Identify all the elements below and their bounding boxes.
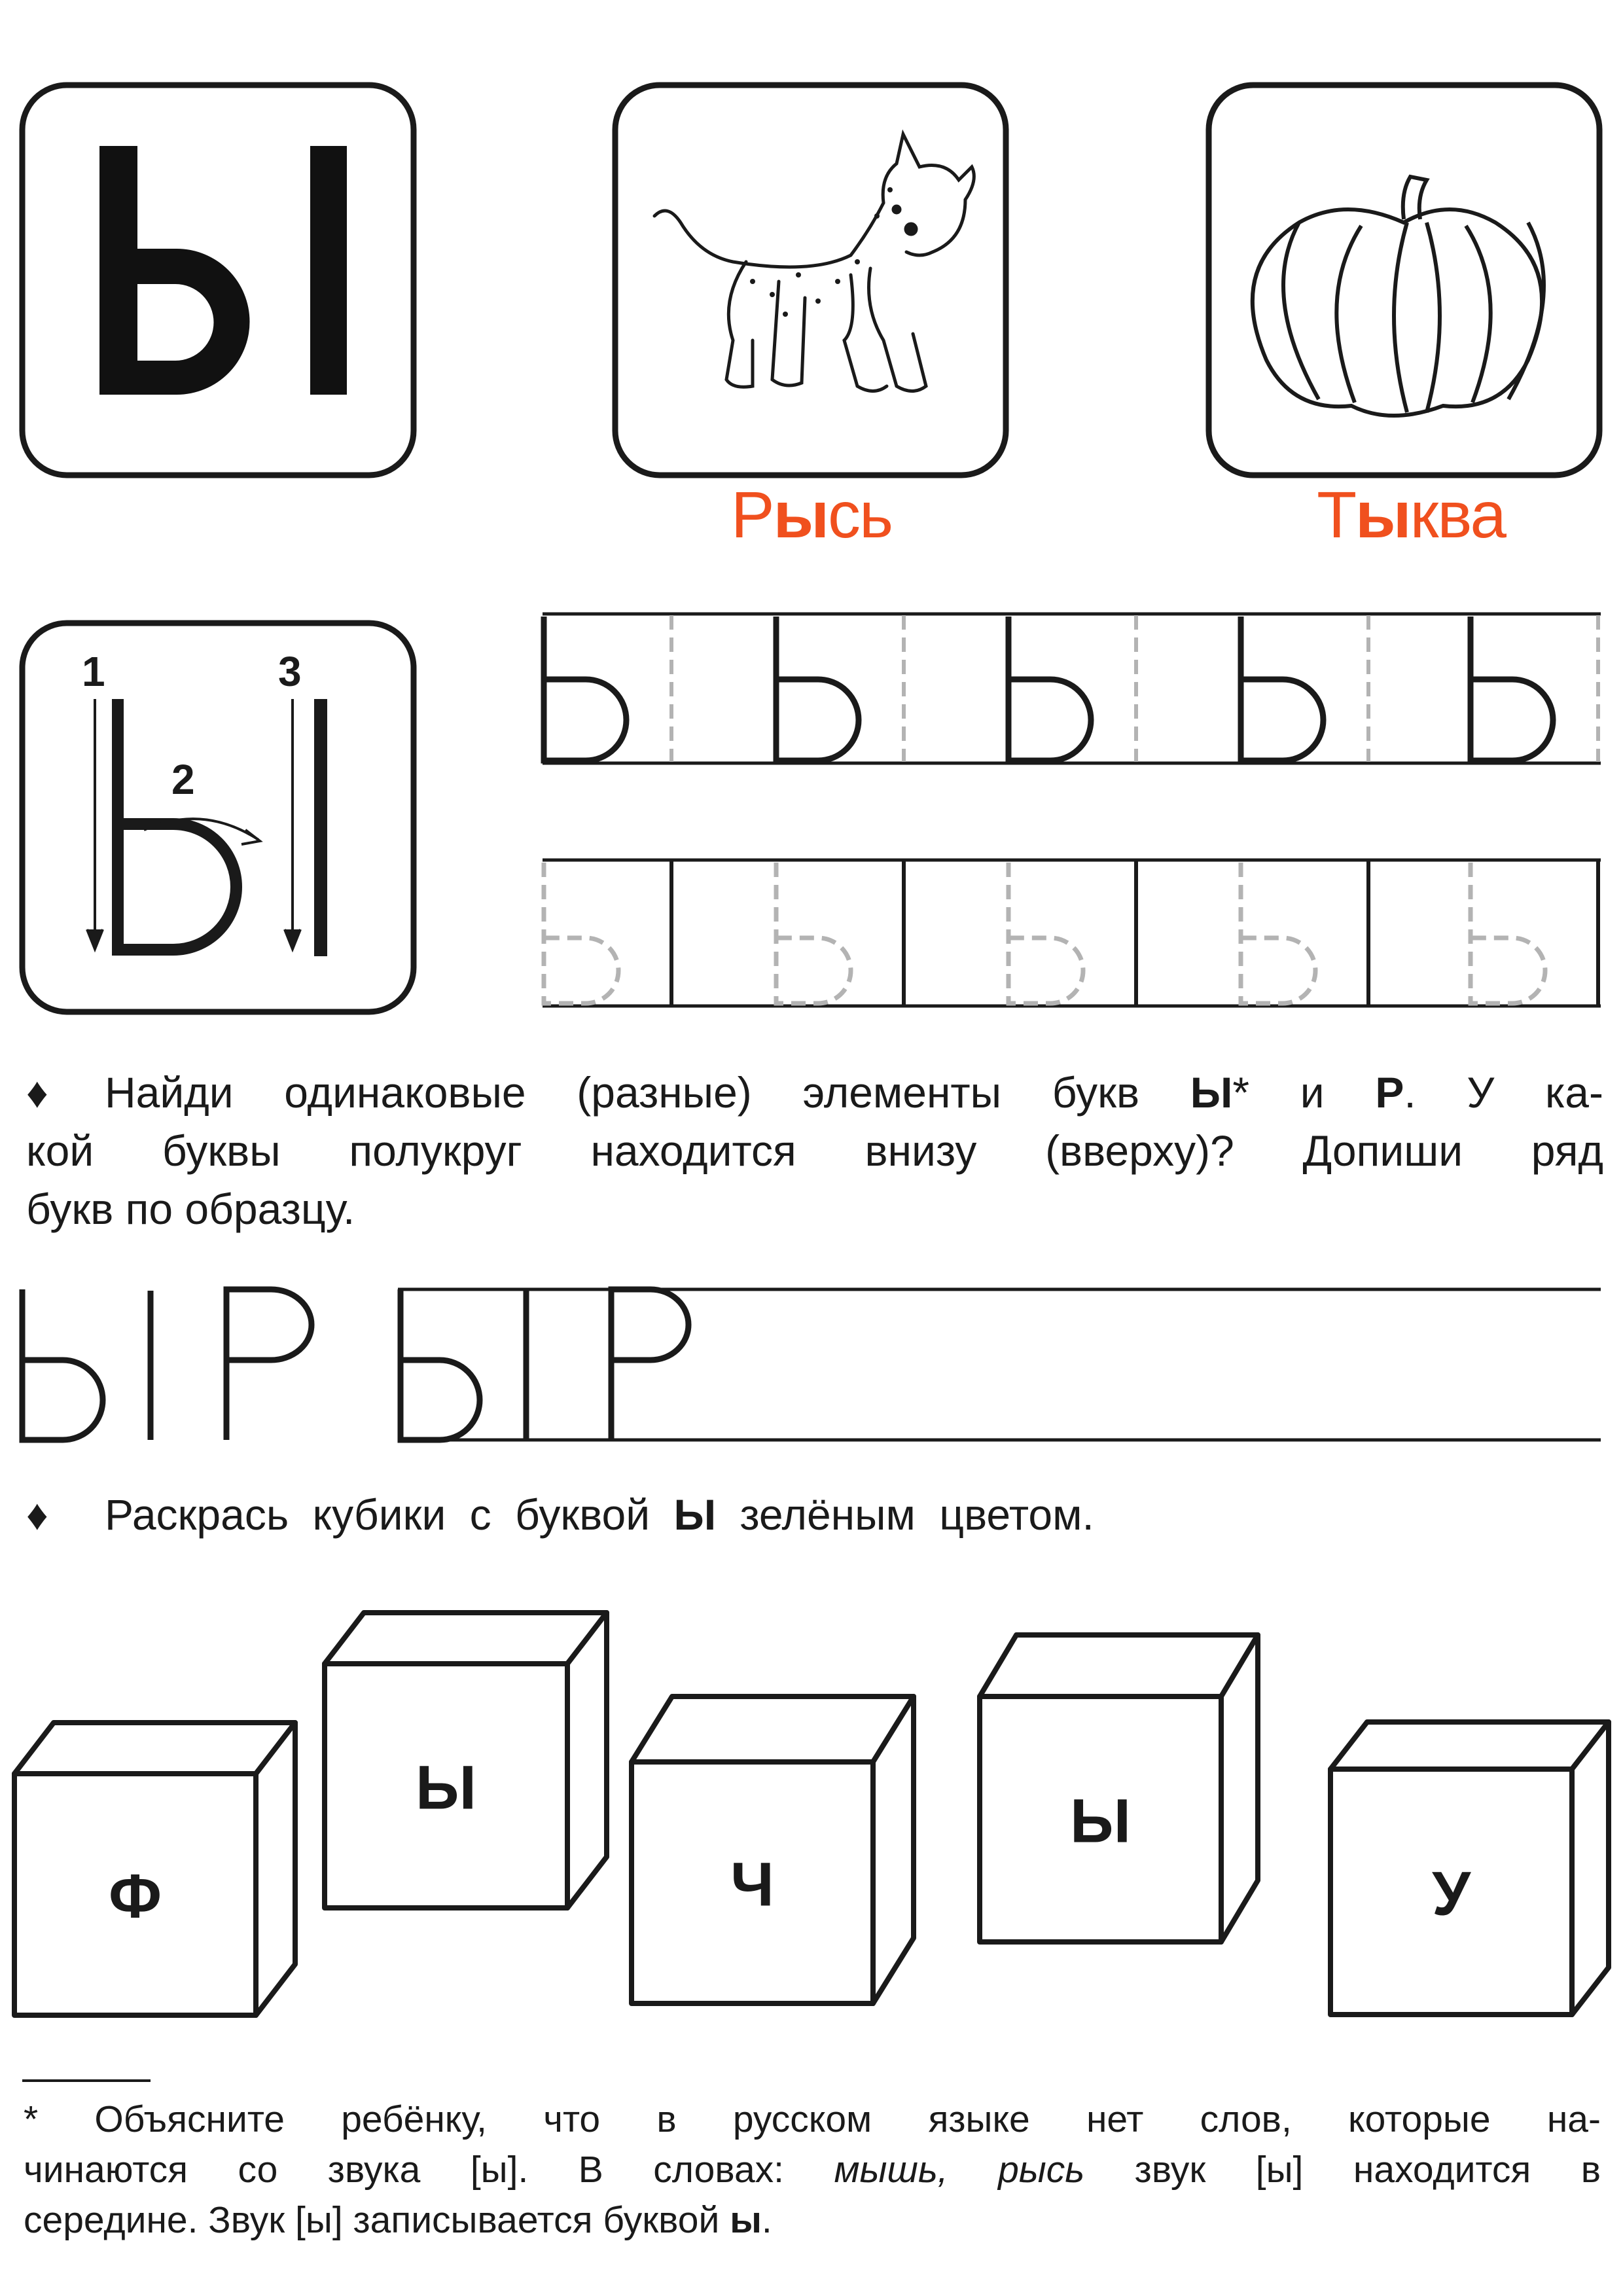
cube-top-face [1330,1722,1609,1769]
cube[interactable] [14,1723,295,2015]
trace-soft-sign [776,863,851,1003]
stroke-number-3: 3 [278,648,302,695]
cube-letter: Ч [730,1850,774,1920]
stroke-number-2: 2 [171,756,195,803]
task1-instruction: ♦ Найди одинаковые (разные) элементы букв Ы* и Р. У ка- кой буквы полукруг находится внизу (вверху)? Допиши ряд букв по образцу. [26,1064,1603,1238]
lynx-card [615,85,1006,475]
diamond-bullet-icon: ♦ [26,1490,48,1539]
trace-soft-sign [1471,863,1545,1003]
diamond-bullet-icon: ♦ [26,1068,48,1117]
trace-soft-sign [1241,863,1315,1003]
sample-soft-sign [776,617,859,761]
writing-practice-rows [543,614,1601,1006]
cube-top-face [632,1696,914,1762]
trace-soft-sign [544,863,618,1003]
word-lynx: Рысь [730,478,893,552]
cube-side-face [567,1613,607,1908]
cube-letter: Ф [108,1861,162,1931]
cube-letter: У [1431,1859,1471,1929]
cube-top-face [14,1723,295,1774]
cube-letter: Ы [1069,1786,1132,1856]
sample-soft-sign [1471,617,1553,761]
stroke-number-1: 1 [82,648,105,695]
cube-top-face [325,1613,607,1664]
cube[interactable] [980,1635,1258,1942]
sample-soft-sign [544,617,626,761]
cube-top-face [980,1635,1258,1696]
stroke-order-card [22,623,414,1012]
cube[interactable] [1330,1722,1609,2015]
word-pumpkin: Тыква [1317,478,1505,552]
stroke-order-glyph [87,699,321,956]
sample-soft-sign [1241,617,1323,761]
pumpkin-illustration [1253,177,1544,416]
trace-soft-sign [1008,863,1083,1003]
task2-instruction: ♦ Раскрась кубики с буквой Ы зелёным цветом. [26,1486,1603,1544]
sample-soft-sign [1008,617,1091,761]
cube-letter: Ы [415,1753,477,1823]
lynx-illustration [654,134,974,391]
footnote: * Объясните ребёнку, что в русском языке нет слов, которые на- чинаются со звука [ы]. В словах: мышь, рысь звук [ы] находится в середине. Звук [ы] записывается буквой ы. [24,2098,1601,2241]
cube[interactable] [325,1613,607,1908]
cube[interactable] [632,1696,914,2003]
sample-letters-row [22,1289,1601,1440]
cube-side-face [256,1723,295,2015]
cube-side-face [1572,1722,1609,2015]
big-letter-glyph [99,146,347,395]
letter-cubes [14,1613,1609,2015]
